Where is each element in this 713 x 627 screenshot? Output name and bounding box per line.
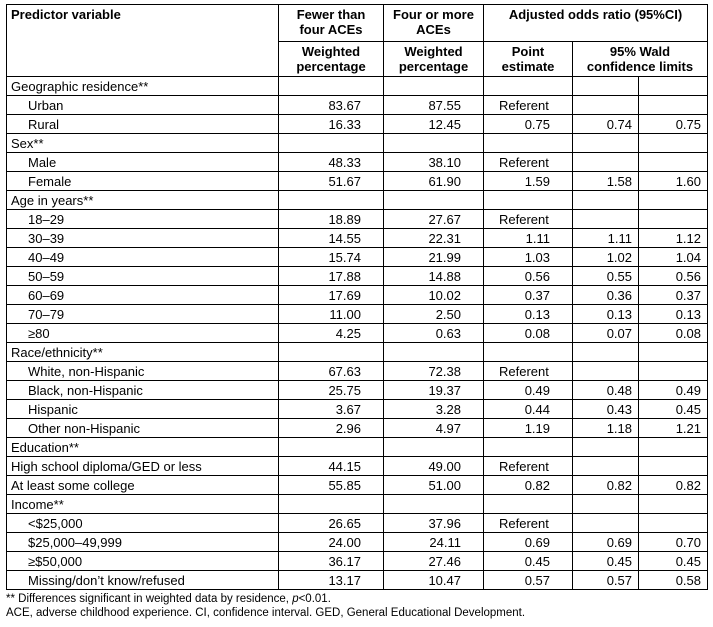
group-label: Age in years** (7, 191, 279, 210)
empty-cell (484, 134, 573, 153)
empty-cell (484, 191, 573, 210)
row-label: Rural (7, 115, 279, 134)
header-point-estimate: Point estimate (484, 42, 573, 77)
cell-upper-limit (639, 153, 708, 172)
document (6, 4, 707, 620)
cell-lower-limit: 0.13 (573, 305, 639, 324)
empty-cell (573, 438, 639, 457)
header-weighted-percentage-more: Weighted percentage (384, 42, 484, 77)
cell-point-estimate: 0.49 (484, 381, 573, 400)
empty-cell (484, 343, 573, 362)
footnote-significance-text: ** Differences significant in weighted data by residence, (6, 593, 293, 605)
cell-point-estimate: 0.75 (484, 115, 573, 134)
cell-lower-limit (573, 457, 639, 476)
header-fewer-than-four-aces: Fewer than four ACEs (279, 5, 384, 42)
empty-cell (573, 191, 639, 210)
footnote-abbreviations: ACE, adverse childhood experience. CI, confidence interval. GED, General Educational Development. (6, 607, 526, 619)
table-row (7, 571, 708, 590)
row-label: Hispanic (7, 400, 279, 419)
empty-cell (384, 343, 484, 362)
cell-lower-limit: 1.02 (573, 248, 639, 267)
row-label: <$25,000 (7, 514, 279, 533)
empty-cell (639, 134, 708, 153)
cell-fewer-aces: 3.67 (279, 400, 384, 419)
table-row (7, 286, 708, 305)
cell-four-more-aces: 10.02 (384, 286, 484, 305)
row-label: 60–69 (7, 286, 279, 305)
cell-four-more-aces: 2.50 (384, 305, 484, 324)
table-group-row (7, 495, 708, 514)
cell-point-estimate: Referent (484, 210, 573, 229)
cell-upper-limit: 0.45 (639, 552, 708, 571)
footnote-threshold: <0.01. (298, 593, 331, 605)
cell-fewer-aces: 48.33 (279, 153, 384, 172)
empty-cell (384, 191, 484, 210)
cell-four-more-aces: 10.47 (384, 571, 484, 590)
row-label: Other non-Hispanic (7, 419, 279, 438)
header-wald-confidence-limits: 95% Wald confidence limits (573, 42, 708, 77)
cell-upper-limit: 1.60 (639, 172, 708, 191)
cell-lower-limit (573, 210, 639, 229)
table-row (7, 172, 708, 191)
cell-lower-limit: 1.11 (573, 229, 639, 248)
cell-point-estimate: Referent (484, 362, 573, 381)
cell-point-estimate: Referent (484, 457, 573, 476)
cell-point-estimate: 0.13 (484, 305, 573, 324)
results-table (6, 4, 708, 590)
empty-cell (279, 134, 384, 153)
group-label: Income** (7, 495, 279, 514)
cell-lower-limit: 0.48 (573, 381, 639, 400)
row-label: Missing/don’t know/refused (7, 571, 279, 590)
empty-cell (384, 495, 484, 514)
table-row (7, 381, 708, 400)
cell-lower-limit: 0.43 (573, 400, 639, 419)
empty-cell (279, 495, 384, 514)
cell-fewer-aces: 4.25 (279, 324, 384, 343)
cell-lower-limit (573, 153, 639, 172)
cell-point-estimate: 1.11 (484, 229, 573, 248)
cell-upper-limit (639, 96, 708, 115)
cell-upper-limit (639, 210, 708, 229)
header-weighted-percentage-fewer: Weighted percentage (279, 42, 384, 77)
row-label: $25,000–49,999 (7, 533, 279, 552)
cell-fewer-aces: 36.17 (279, 552, 384, 571)
cell-upper-limit: 0.37 (639, 286, 708, 305)
cell-point-estimate: 1.03 (484, 248, 573, 267)
cell-lower-limit (573, 514, 639, 533)
cell-fewer-aces: 14.55 (279, 229, 384, 248)
table-row (7, 552, 708, 571)
cell-fewer-aces: 24.00 (279, 533, 384, 552)
row-label: 18–29 (7, 210, 279, 229)
cell-point-estimate: 0.69 (484, 533, 573, 552)
empty-cell (384, 438, 484, 457)
header-row-top (7, 5, 708, 42)
empty-cell (573, 77, 639, 96)
cell-lower-limit: 1.58 (573, 172, 639, 191)
cell-point-estimate: Referent (484, 153, 573, 172)
cell-upper-limit: 0.45 (639, 400, 708, 419)
cell-point-estimate: 0.57 (484, 571, 573, 590)
cell-upper-limit: 0.58 (639, 571, 708, 590)
cell-four-more-aces: 51.00 (384, 476, 484, 495)
cell-four-more-aces: 37.96 (384, 514, 484, 533)
row-label: Black, non-Hispanic (7, 381, 279, 400)
row-label: White, non-Hispanic (7, 362, 279, 381)
cell-four-more-aces: 4.97 (384, 419, 484, 438)
cell-fewer-aces: 17.69 (279, 286, 384, 305)
cell-lower-limit: 0.55 (573, 267, 639, 286)
cell-lower-limit: 1.18 (573, 419, 639, 438)
empty-cell (639, 438, 708, 457)
cell-fewer-aces: 51.67 (279, 172, 384, 191)
row-label: High school diploma/GED or less (7, 457, 279, 476)
row-label: 70–79 (7, 305, 279, 324)
header-predictor-variable: Predictor variable (7, 5, 279, 77)
cell-upper-limit: 0.70 (639, 533, 708, 552)
header-four-or-more-aces: Four or more ACEs (384, 5, 484, 42)
cell-point-estimate: Referent (484, 514, 573, 533)
cell-four-more-aces: 19.37 (384, 381, 484, 400)
cell-four-more-aces: 21.99 (384, 248, 484, 267)
cell-point-estimate: 1.59 (484, 172, 573, 191)
cell-fewer-aces: 67.63 (279, 362, 384, 381)
table-row (7, 362, 708, 381)
table-row (7, 476, 708, 495)
group-label: Sex** (7, 134, 279, 153)
row-label: At least some college (7, 476, 279, 495)
cell-four-more-aces: 12.45 (384, 115, 484, 134)
cell-lower-limit: 0.74 (573, 115, 639, 134)
cell-upper-limit: 0.08 (639, 324, 708, 343)
empty-cell (484, 495, 573, 514)
cell-four-more-aces: 0.63 (384, 324, 484, 343)
cell-fewer-aces: 15.74 (279, 248, 384, 267)
cell-fewer-aces: 83.67 (279, 96, 384, 115)
cell-lower-limit: 0.69 (573, 533, 639, 552)
footnote-significance (6, 592, 707, 606)
cell-lower-limit (573, 362, 639, 381)
cell-upper-limit: 0.13 (639, 305, 708, 324)
row-label: Female (7, 172, 279, 191)
cell-point-estimate: 0.08 (484, 324, 573, 343)
table-row (7, 248, 708, 267)
cell-four-more-aces: 14.88 (384, 267, 484, 286)
cell-fewer-aces: 16.33 (279, 115, 384, 134)
cell-four-more-aces: 38.10 (384, 153, 484, 172)
cell-fewer-aces: 25.75 (279, 381, 384, 400)
table-group-row (7, 191, 708, 210)
table-group-row (7, 438, 708, 457)
cell-lower-limit: 0.82 (573, 476, 639, 495)
cell-upper-limit (639, 457, 708, 476)
empty-cell (484, 438, 573, 457)
empty-cell (279, 191, 384, 210)
empty-cell (279, 438, 384, 457)
empty-cell (639, 77, 708, 96)
cell-upper-limit: 0.49 (639, 381, 708, 400)
cell-point-estimate: 0.44 (484, 400, 573, 419)
cell-upper-limit: 1.04 (639, 248, 708, 267)
table-body (7, 77, 708, 590)
table-row (7, 229, 708, 248)
table-group-row (7, 343, 708, 362)
table-row (7, 324, 708, 343)
cell-lower-limit: 0.36 (573, 286, 639, 305)
cell-point-estimate: 0.37 (484, 286, 573, 305)
cell-four-more-aces: 24.11 (384, 533, 484, 552)
row-label: 30–39 (7, 229, 279, 248)
empty-cell (573, 134, 639, 153)
cell-point-estimate: Referent (484, 96, 573, 115)
cell-lower-limit: 0.45 (573, 552, 639, 571)
empty-cell (573, 495, 639, 514)
cell-four-more-aces: 27.67 (384, 210, 484, 229)
cell-four-more-aces: 22.31 (384, 229, 484, 248)
table-row (7, 153, 708, 172)
cell-four-more-aces: 72.38 (384, 362, 484, 381)
group-label: Geographic residence** (7, 77, 279, 96)
cell-four-more-aces: 87.55 (384, 96, 484, 115)
empty-cell (384, 134, 484, 153)
header-adjusted-odds-ratio: Adjusted odds ratio (95%CI) (484, 5, 708, 42)
cell-fewer-aces: 17.88 (279, 267, 384, 286)
cell-fewer-aces: 13.17 (279, 571, 384, 590)
empty-cell (573, 343, 639, 362)
cell-point-estimate: 0.45 (484, 552, 573, 571)
table-footnotes (6, 592, 707, 620)
cell-upper-limit: 1.12 (639, 229, 708, 248)
table-row (7, 115, 708, 134)
cell-fewer-aces: 55.85 (279, 476, 384, 495)
cell-upper-limit: 0.82 (639, 476, 708, 495)
row-label: 40–49 (7, 248, 279, 267)
row-label: ≥$50,000 (7, 552, 279, 571)
cell-upper-limit: 1.21 (639, 419, 708, 438)
cell-point-estimate: 1.19 (484, 419, 573, 438)
table-row (7, 96, 708, 115)
table-row (7, 210, 708, 229)
empty-cell (639, 343, 708, 362)
table-row (7, 400, 708, 419)
group-label: Race/ethnicity** (7, 343, 279, 362)
empty-cell (639, 191, 708, 210)
cell-upper-limit: 0.75 (639, 115, 708, 134)
row-label: ≥80 (7, 324, 279, 343)
cell-four-more-aces: 3.28 (384, 400, 484, 419)
footnote-p-symbol: p (292, 593, 299, 605)
cell-fewer-aces: 18.89 (279, 210, 384, 229)
table-row (7, 533, 708, 552)
cell-four-more-aces: 27.46 (384, 552, 484, 571)
empty-cell (639, 495, 708, 514)
row-label: Urban (7, 96, 279, 115)
table-row (7, 267, 708, 286)
cell-lower-limit: 0.07 (573, 324, 639, 343)
empty-cell (384, 77, 484, 96)
cell-fewer-aces: 2.96 (279, 419, 384, 438)
row-label: 50–59 (7, 267, 279, 286)
cell-fewer-aces: 11.00 (279, 305, 384, 324)
cell-point-estimate: 0.82 (484, 476, 573, 495)
cell-fewer-aces: 44.15 (279, 457, 384, 476)
cell-fewer-aces: 26.65 (279, 514, 384, 533)
cell-lower-limit: 0.57 (573, 571, 639, 590)
cell-four-more-aces: 49.00 (384, 457, 484, 476)
cell-four-more-aces: 61.90 (384, 172, 484, 191)
table-group-row (7, 134, 708, 153)
table-row (7, 514, 708, 533)
empty-cell (279, 77, 384, 96)
table-row (7, 457, 708, 476)
cell-upper-limit: 0.56 (639, 267, 708, 286)
table-group-row (7, 77, 708, 96)
cell-point-estimate: 0.56 (484, 267, 573, 286)
table-row (7, 419, 708, 438)
empty-cell (279, 343, 384, 362)
cell-upper-limit (639, 362, 708, 381)
table-row (7, 305, 708, 324)
group-label: Education** (7, 438, 279, 457)
cell-upper-limit (639, 514, 708, 533)
cell-lower-limit (573, 96, 639, 115)
empty-cell (484, 77, 573, 96)
row-label: Male (7, 153, 279, 172)
